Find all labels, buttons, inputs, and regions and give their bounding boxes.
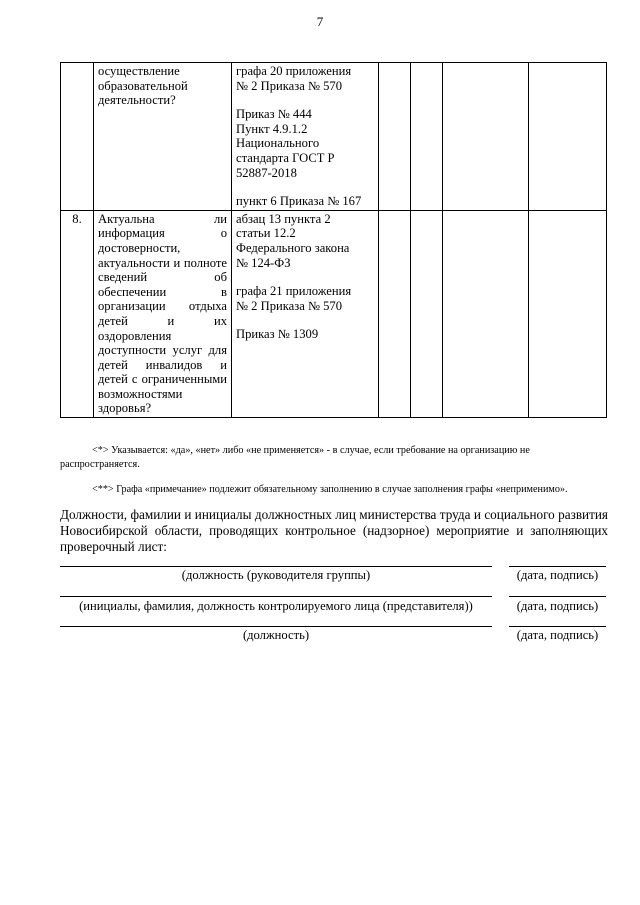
answer-cell-na	[443, 63, 529, 211]
reference-line: Приказ № 444	[236, 107, 312, 122]
note-cell	[529, 210, 607, 417]
answer-cell-no	[411, 63, 443, 211]
row-number: 8.	[61, 210, 94, 417]
footnote-2-text: <**> Графа «примечание» подлежит обязательному заполнению в случае заполнения графы «неприменимо».	[92, 484, 568, 495]
question-cell: Актуальна ли информация о достоверности, актуальности и полноте сведений об обеспечении в организации отдыха детей и их оздоровления доступности услуг для детей инвалидов и детей с ограниченными возможностями здоровья?	[94, 210, 232, 417]
date-line	[509, 566, 606, 567]
reference-line: стандарта ГОСТ Р	[236, 150, 335, 165]
signature-line	[60, 566, 492, 567]
question-line: образовательной	[98, 78, 188, 93]
reference-line: пункт 6 Приказа № 167	[236, 194, 362, 209]
reference-line: Федерального закона	[236, 240, 350, 255]
reference-cell	[232, 63, 379, 211]
footnote-1-line-2: распространяется.	[60, 459, 140, 470]
footnote-1	[60, 444, 610, 472]
reference-line: № 2 Приказа № 570	[236, 78, 343, 93]
signature-label-representative: (инициалы, фамилия, должность контролируемого лица (представителя))	[79, 599, 473, 613]
answer-cell-yes	[379, 63, 411, 211]
question-cell	[94, 63, 232, 211]
reference-cell	[232, 210, 379, 417]
signature-line	[60, 626, 492, 627]
reference-line: 52887-2018	[236, 165, 297, 180]
answer-cell-yes	[379, 210, 411, 417]
date-signature-label: (дата, подпись)	[516, 599, 599, 613]
officials-paragraph: Должности, фамилии и инициалы должностных лиц министерства труда и социального развития Новосибирской области, проводящих контрольное (надзорное) мероприятие и заполняющих проверочный лист:	[60, 507, 608, 554]
reference-line: графа 20 приложения	[236, 64, 352, 78]
answer-cell-no	[411, 210, 443, 417]
reference-line: № 2 Приказа № 570	[236, 298, 343, 313]
reference-line: абзац 13 пункта 2	[236, 211, 331, 226]
date-line	[509, 626, 606, 627]
table-row	[61, 210, 607, 417]
question-line: осуществление	[98, 64, 180, 78]
footnote-1-line-1: <*> Указывается: «да», «нет» либо «не применяется» - в случае, если требование на организацию не	[92, 445, 530, 456]
date-signature-label: (дата, подпись)	[516, 568, 599, 582]
reference-line: Пункт 4.9.1.2	[236, 121, 308, 136]
signature-label-official: (должность)	[242, 628, 310, 642]
row-number	[61, 63, 94, 211]
date-line	[509, 596, 606, 597]
footnote-2	[60, 483, 610, 497]
note-cell	[529, 63, 607, 211]
reference-line: Национального	[236, 136, 320, 151]
answer-cell-na	[443, 210, 529, 417]
page-number: 7	[316, 14, 324, 29]
signature-label-position: (должность (руководителя группы)	[181, 568, 371, 582]
table-row	[61, 63, 607, 211]
reference-line: статьи 12.2	[236, 226, 296, 241]
checklist-table	[60, 62, 607, 418]
reference-line: Приказ № 1309	[236, 327, 319, 342]
reference-line: № 124-ФЗ	[236, 255, 291, 270]
date-signature-label: (дата, подпись)	[516, 628, 599, 642]
signature-line	[60, 596, 492, 597]
reference-line: графа 21 приложения	[236, 284, 352, 299]
question-line: деятельности?	[98, 93, 176, 108]
